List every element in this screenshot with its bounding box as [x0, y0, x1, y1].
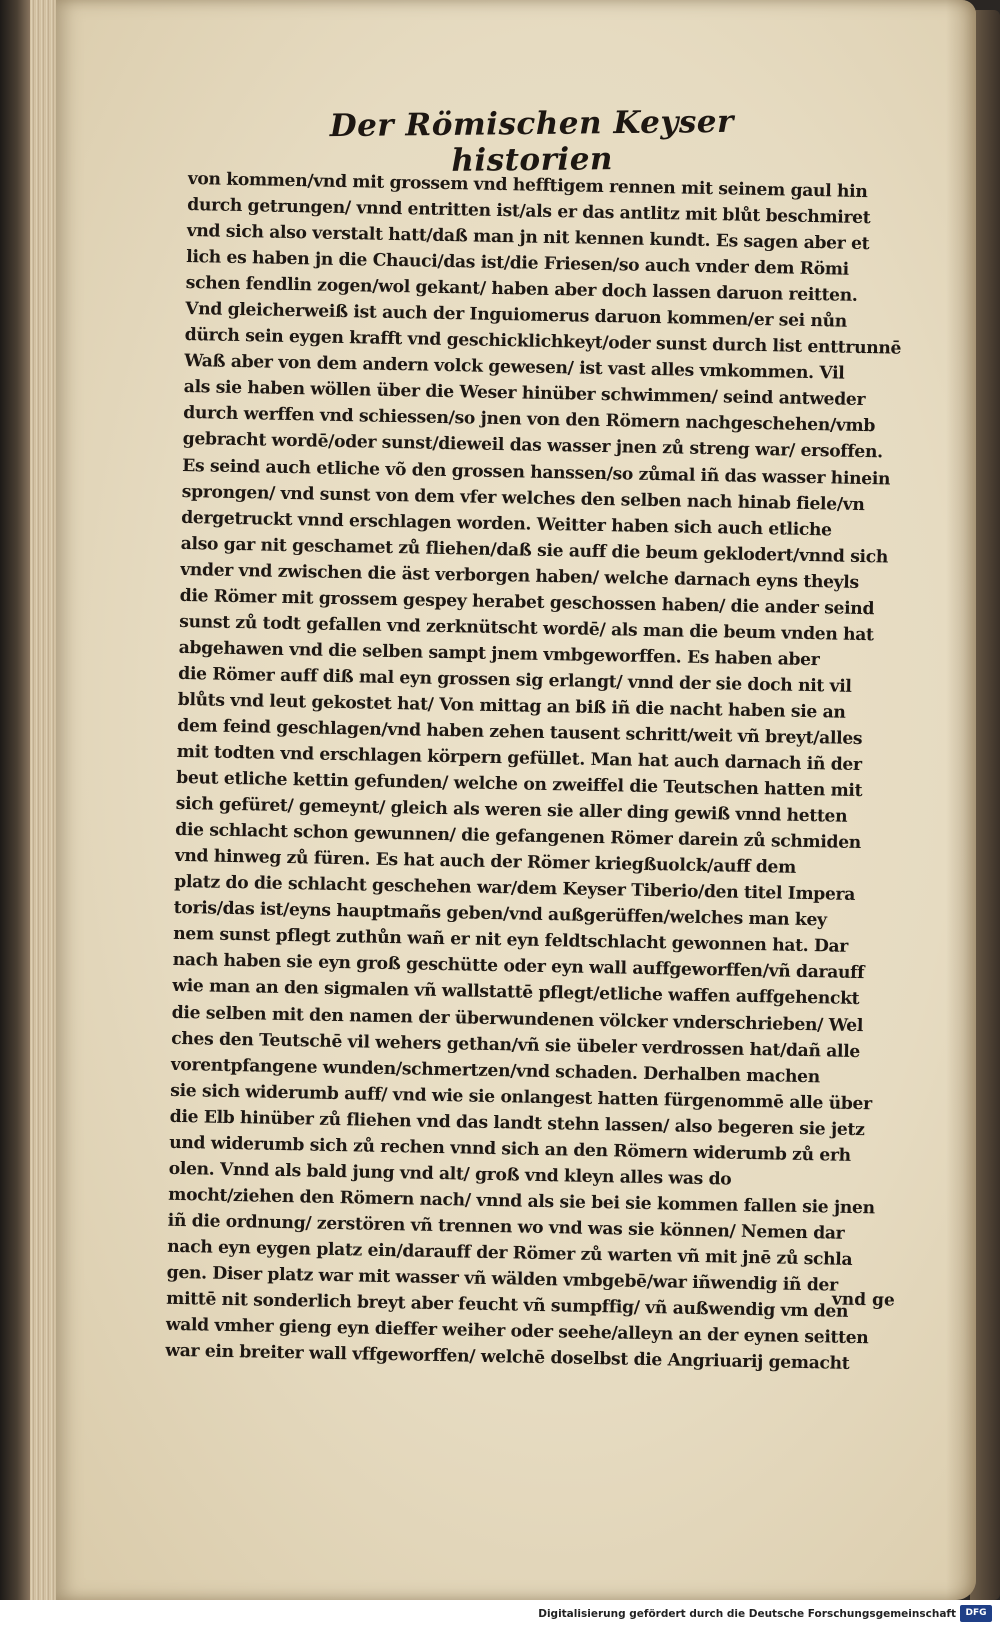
text-line: nem sunst pflegt zuthůn wañ er nit eyn feldtschlacht gewonnen hat. Dar: [173, 924, 849, 958]
text-line: vnd hinweg zů füren. Es hat auch der Römer kriegßuolck/auff dem: [174, 846, 797, 879]
text-line: dergetruckt vnnd erschlagen worden. Weitter haben sich auch etliche: [181, 507, 832, 541]
text-line: nach eyn eygen platz ein/darauff der Römer zů warten vñ mit jnē zů schla: [167, 1236, 853, 1270]
text-line: toris/das ist/eyns hauptmañs geben/vnd außgerüffen/welches man key: [173, 898, 827, 931]
catchword: vnd ge: [831, 1289, 895, 1311]
text-line: ches den Teutschē vil wehers gethan/vñ sie übeler verdrossen hat/dañ alle: [171, 1028, 861, 1062]
text-line: blůts vnd leut gekostet hat/ Von mittag an biß iñ die nacht haben sie an: [177, 689, 846, 723]
text-line: die selben mit den namen der überwundenen völcker vnderschrieben/ Wel: [171, 1002, 864, 1036]
text-line: vorentpfangene wunden/schmertzen/vnd schaden. Derhalben machen: [170, 1054, 821, 1087]
text-line: vnd sich also verstalt hatt/daß man jn nit kennen kundt. Es sagen aber et: [186, 221, 870, 255]
text-line: durch werffen vnd schiessen/so jnen von den Römern nachgeschehen/vmb: [183, 403, 876, 437]
text-line: und widerumb sich zů rechen vnnd sich an den Römern widerumb zů erh: [169, 1132, 851, 1166]
text-line: iñ die ordnung/ zerstören vñ trennen wo vnd was sie können/ Nemen dar: [167, 1210, 845, 1244]
text-line: beut etliche kettin gefunden/ welche on zweiffel die Teutschen hatten mit: [176, 767, 863, 802]
text-line: die Römer mit grossem gespey herabet geschossen haben/ die ander seind: [179, 585, 875, 620]
body-text: [165, 166, 908, 1378]
text-line: nach haben sie eyn groß geschütte oder eyn wall auffgeworffen/vñ darauff: [172, 950, 865, 984]
text-line: vnder vnd zwischen die äst verborgen haben/ welche darnach eyns theyls: [180, 559, 859, 593]
text-line: die Elb hinüber zů fliehen vnd das landt stehn lassen/ also begeren sie jetz: [169, 1106, 865, 1140]
text-line: war ein breiter wall vffgeworffen/ welchē doselbst die Angriuarij gemacht: [165, 1340, 850, 1375]
text-line: sprongen/ vnd sunst von dem vfer welches den selben nach hinab fiele/vn: [181, 481, 865, 515]
text-line: also gar nit geschamet zů fliehen/daß sie auff die beum geklodert/vnnd sich: [180, 533, 889, 568]
text-line: schen fendlin zogen/wol gekant/ haben aber doch lassen daruon reitten.: [185, 273, 858, 307]
text-line: gebracht wordē/oder sunst/dieweil das wasser jnen zů streng war/ ersoffen.: [182, 429, 883, 463]
text-line: mittē nit sonderlich breyt aber feucht vñ sumpffig/ vñ außwendig vm den: [166, 1288, 849, 1322]
text-line: sie sich widerumb auff/ vnd wie sie onlangest hatten fürgenommē alle über: [170, 1080, 872, 1114]
footer-bar: [0, 1600, 1000, 1627]
text-line: lich es haben jn die Chauci/das ist/die Friesen/so auch vnder dem Römi: [186, 247, 850, 280]
text-line: als sie haben wöllen über die Weser hinüber schwimmen/ seind antweder: [183, 377, 866, 411]
text-line: platz do die schlacht geschehen war/dem Keyser Tiberio/den titel Impera: [174, 872, 856, 906]
text-line: abgehawen vnd die selben sampt jnem vmbgeworffen. Es haben aber: [178, 637, 820, 671]
text-line: wald vmher gieng eyn dieffer weiher oder seehe/alleyn an der eynen seitten: [165, 1314, 869, 1349]
text-line: sunst zů todt gefallen vnd zerknütscht wordē/ als man die beum vnden hat: [179, 611, 874, 646]
text-line: olen. Vnnd als bald jung vnd alt/ groß vnd kleyn alles was do: [168, 1158, 732, 1190]
text-line: dem feind geschlagen/vnd haben zehen tausent schritt/weit vñ breyt/alles: [177, 715, 863, 750]
text-line: von kommen/vnd mit grossem vnd hefftigem rennen mit seinem gaul hin: [187, 168, 868, 203]
running-head: Der Römischen Keyser historien: [329, 103, 735, 179]
text-line: Waß aber von dem andern volck gewesen/ ist vast alles vmkommen. Vil: [184, 351, 845, 384]
text-line: dürch sein eygen krafft vnd geschicklichkeyt/oder sunst durch list enttrunnē: [184, 325, 902, 360]
text-line: Es seind auch etliche võ den grossen hanssen/so zůmal iñ das wasser hinein: [182, 455, 891, 490]
text-line: die schlacht schon gewunnen/ die gefangenen Römer darein zů schmiden: [175, 820, 862, 854]
text-line: sich gefüret/ gemeynt/ gleich als weren sie aller ding gewiß vnnd hetten: [175, 794, 848, 827]
text-line: die Römer auff diß mal eyn grossen sig erlangt/ vnnd der sie doch nit vil: [178, 663, 852, 697]
dfg-logo: DFG: [960, 1605, 992, 1622]
funding-credit: Digitalisierung gefördert durch die Deutsche Forschungsgemeinschaft: [538, 1608, 956, 1620]
text-line: gen. Diser platz war mit wasser vñ wälden vmbgebē/war iñwendig iñ der: [166, 1262, 838, 1296]
page-stack-edges: [30, 0, 57, 1600]
text-line: durch getrungen/ vnnd entritten ist/als er das antlitz mit blůt beschmiret: [187, 195, 871, 229]
text-line: mit todten vnd erschlagen körpern gefüllet. Man hat auch darnach iñ der: [176, 741, 862, 776]
text-line: wie man an den sigmalen vñ wallstattē pflegt/etliche waffen auffgehenckt: [172, 976, 860, 1010]
text-line: Vnd gleicherweiß ist auch der Inguiomerus daruon kommen/er sei nůn: [185, 299, 848, 332]
text-line: mocht/ziehen den Römern nach/ vnnd als sie bei sie kommen fallen sie jnen: [168, 1184, 875, 1219]
